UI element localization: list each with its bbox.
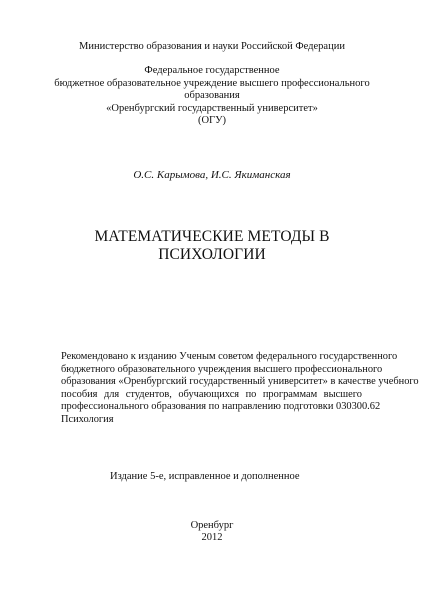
institution-line-2: бюджетное образовательное учреждение высшего профессионального [54,77,370,89]
institution-line-1: Федеральное государственное [144,65,280,76]
recommendation-line-4: пособия для студентов, обучающихся по программам высшего [61,388,362,400]
recommendation-line-5: профессионального образования по направлению подготовки 030300.62 [61,401,381,412]
recommendation-line-3: образования «Оренбургский государственный университет» в качестве учебного [61,376,419,387]
publication-city: Оренбург [190,520,234,531]
recommendation-line-2: бюджетного образовательного учреждения высшего профессионального [61,363,383,375]
book-title [50,228,374,264]
recommendation-line-1: Рекомендовано к изданию Ученым советом федерального государственного [61,351,398,362]
edition-note: Издание 5-е, исправленное и дополненное [110,471,300,482]
institution-line-3: образования [184,90,240,101]
recommendation-paragraph [61,351,419,426]
institution-block [0,65,424,128]
publication-year: 2012 [201,532,223,543]
title-line-2: ПСИХОЛОГИИ [158,246,266,263]
institution-line-5: (ОГУ) [197,115,227,126]
ministry-name: Министерство образования и науки Российской Федерации [79,41,345,52]
institution-line-4: «Оренбургский государственный университет» [106,102,318,114]
recommendation-line-6: Психология [61,413,114,425]
authors: О.С. Карымова, И.С. Якиманская [133,169,291,181]
title-line-1: МАТЕМАТИЧЕСКИЕ МЕТОДЫ В [94,228,330,245]
